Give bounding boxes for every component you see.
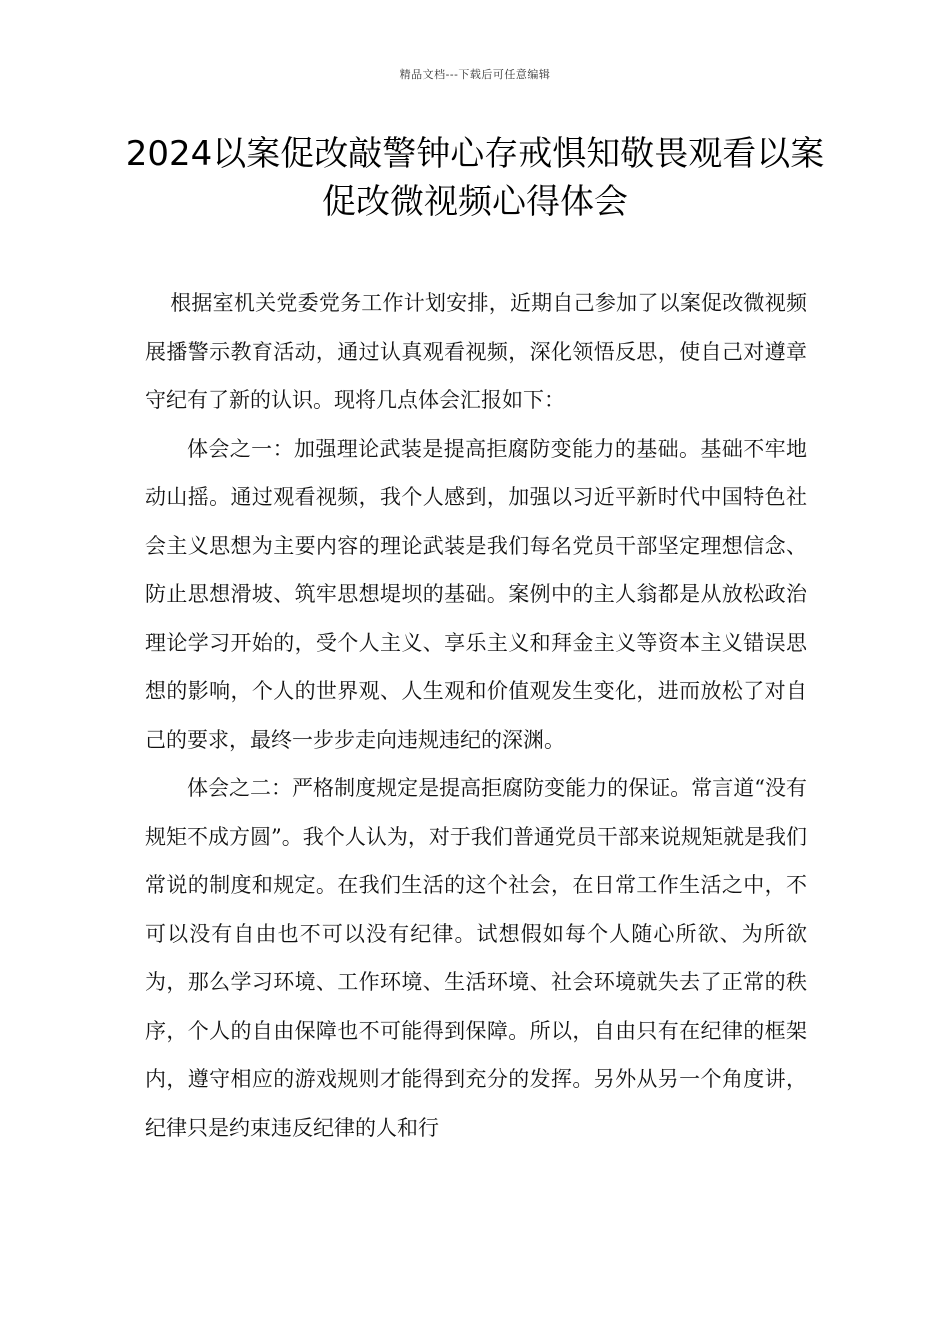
document-title: 2024以案促改敲警钟心存戒惧知敬畏观看以案促改微视频心得体会 [125,134,825,222]
document-body [145,279,807,1152]
header-note: 精品文档---下载后可任意编辑 [399,68,551,81]
paragraph-insight-two: 体会之二：严格制度规定是提高拒腐防变能力的保证。常言道“没有规矩不成方圆”。我个人认为，对于我们普通党员干部来说规矩就是我们常说的制度和规定。在我们生活的这个社会，在日常工作生活之中，不可以没有自由也不可以没有纪律。试想假如每个人随心所欲、为所欲为，那么学习环境、工作环境、生活环境、社会环境就失去了正常的秩序，个人的自由保障也不可能得到保障。所以，自由只有在纪律的框架内，遵守相应的游戏规则才能得到充分的发挥。另外从另一个角度讲，纪律只是约束违反纪律的人和行 [145,776,807,1140]
paragraph-insight-one: 体会之一：加强理论武装是提高拒腐防变能力的基础。基础不牢地动山摇。通过观看视频，我个人感到，加强以习近平新时代中国特色社会主义思想为主要内容的理论武装是我们每名党员干部坚定理想信念、防止思想滑坡、筑牢思想堤坝的基础。案例中的主人翁都是从放松政治理论学习开始的，受个人主义、享乐主义和拜金主义等资本主义错误思想的影响，个人的世界观、人生观和价值观发生变化，进而放松了对自己的要求，最终一步步走向违规违纪的深渊。 [145,436,807,752]
paragraph-intro: 根据室机关党委党务工作计划安排，近期自己参加了以案促改微视频展播警示教育活动，通过认真观看视频，深化领悟反思，使自己对遵章守纪有了新的认识。现将几点体会汇报如下： [145,291,807,412]
